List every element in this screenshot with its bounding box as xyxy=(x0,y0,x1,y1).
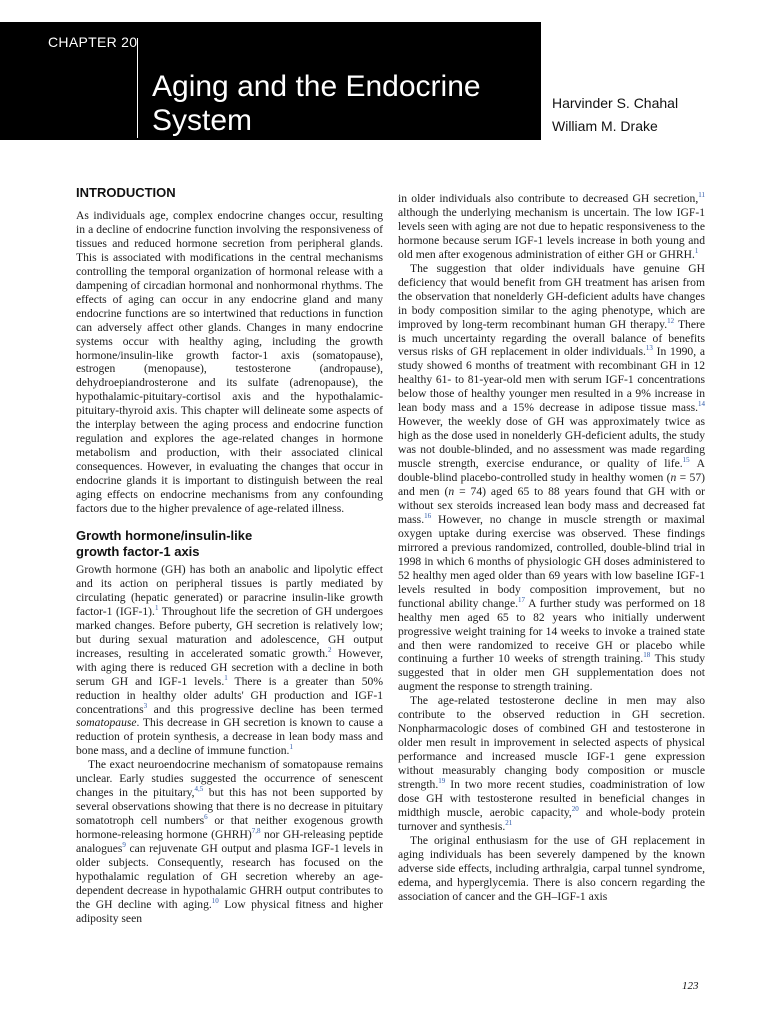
chapter-label: CHAPTER 20 xyxy=(48,34,138,50)
right-column xyxy=(398,192,705,982)
paragraph-text: There is a greater than 50% reduction in healthy older adults' GH production and IGF-1 concentrations xyxy=(76,674,383,716)
paragraph-text: This study suggested that in older men GH supplementation does not augment the response to strength training. xyxy=(398,652,705,694)
paragraph-text: = 74) aged 65 to 88 years found that GH with or without sex steroids increased lean body mass and decreased fat mass. xyxy=(398,485,705,526)
paragraph-text: In two more recent studies, coadministration of low dose GH with testosterone resulted in beneficial changes in midthigh muscle, aerobic capacity, xyxy=(398,778,705,819)
author-name: William M. Drake xyxy=(552,118,658,134)
paragraph-text: In 1990, a study showed 6 months of treatment with recombinant GH in 12 healthy 61- to 81-year-old men with serum IGF-1 concentrations below those of healthy younger men resulted in a 9% increase in lean body mass and a 15% decrease in adipose tissue mass. xyxy=(398,345,705,415)
citation-link[interactable]: 1 xyxy=(224,673,228,682)
paragraph-text: but this has not been supported by several observations showing that there is no decrease in pituitary somatotroph cell numbers xyxy=(76,786,383,828)
paragraph-text: However, with aging there is reduced GH secretion with a decline in both serum GH and IGF-1 levels. xyxy=(76,646,383,688)
italic-variable: n xyxy=(670,471,677,485)
paragraph-text: A double-blind placebo-controlled study in healthy women ( xyxy=(398,457,705,485)
body-paragraph xyxy=(76,563,383,758)
chapter-title xyxy=(152,70,481,138)
citation-link[interactable]: 18 xyxy=(643,651,651,660)
author-list xyxy=(552,92,678,138)
paragraph-text: The suggestion that older individuals have genuine GH deficiency that would benefit from GH treatment has arisen from the observation that nonelderly GH-deficient adults have changes in body composition similar to the aging phenotype, which are improved by long-term recombinant human GH therapy. xyxy=(398,261,705,331)
paragraph-text: in older individuals also contribute to decreased GH secretion, xyxy=(398,192,699,205)
paragraph-text: . This decrease in GH secretion is known to cause a reduction of protein synthesis, a decrease in lean body mass and bone mass, and a decline of immune function. xyxy=(76,716,383,758)
paragraph-text: Throughout life the secretion of GH undergoes marked changes. Before puberty, GH secretion is relatively low; but during sexual maturation and adolescence, GH output increases, resulting in accelerated somatic growth. xyxy=(76,604,383,660)
citation-link[interactable]: 21 xyxy=(505,819,513,828)
citation-link[interactable]: 3 xyxy=(143,701,148,710)
body-paragraph xyxy=(76,758,383,925)
citation-link[interactable]: 15 xyxy=(682,456,690,465)
chapter-title-line-2: System xyxy=(152,104,253,137)
paragraph-text: and whole-body protein turnover and synthesis. xyxy=(398,805,705,833)
paragraph-text: Growth hormone (GH) has both an anabolic and lipolytic effect and its action on peripheral tissues is partly mediated by circulating (hepatic generated) or paracrine insulin-like growth factor-1 (IGF-1). xyxy=(76,562,383,618)
citation-link[interactable]: 1 xyxy=(694,246,699,255)
paragraph-text: or that neither exogenous growth hormone-releasing hormone (GHRH) xyxy=(76,814,383,842)
paragraph-text: and this progressive decline has been termed xyxy=(147,702,383,716)
body-paragraph xyxy=(398,694,705,834)
paragraph-text: There is much uncertainty regarding the overall balance of benefits versus risks of GH replacement in older individuals. xyxy=(398,317,705,359)
body-paragraph xyxy=(398,834,705,904)
author-name: Harvinder S. Chahal xyxy=(552,95,679,111)
italic-term: somatopause xyxy=(76,716,137,730)
paragraph-text: A further study was performed on 18 healthy men aged 65 to 82 years who initially underwent progressive weight training for 14 weeks to invoke a trained state and then were randomized to receive GH or placebo while continuing a further 10 weeks of strength training. xyxy=(398,596,705,666)
citation-link[interactable]: 12 xyxy=(667,316,675,325)
intro-paragraph: As individuals age, complex endocrine changes occur, resulting in a decline of endocrine function involving the responsiveness of tissues and reduced hormone secretion from peripheral glands. This is associated with modifications in the central mechanisms controlling the temporal organization of hormonal release with a dampening of circadian hormonal and nonhormonal rhythms. The effects of aging can occur in any endocrine gland and many endocrine functions are so intertwined that reductions in function can adversely affect other glands. Changes in many endocrine systems occur with healthy aging, including the growth hormone/insulin-like growth factor-1 axis (somatopause), estrogen (menopause), testosterone (andropause), dehydroepiandrosterone and its sulfate (adrenopause), the hypothalamic-pituitary-cortisol axis and the hypothalamic-pituitary-thyroid axis. This chapter will delineate some aspects of the interplay between the aging process and endocrine function regulation and explores the age-related changes in hormone metabolism and production, with their associated clinical consequences. However, in evaluating the changes that occur in endocrine glands it is important to distinguish between the real aging effects on endocrine mechanisms from any confounding factors due to the higher prevalence of age-related illness. xyxy=(76,209,383,516)
paragraph-text: However, the weekly dose of GH was approximately twice as high as the dose used in nonelderly GH-deficient adults, the study was not double-blinded, and no assessment was made regarding muscle strength, exercise endurance, or quality of life. xyxy=(398,415,705,471)
citation-link[interactable]: 16 xyxy=(424,512,432,521)
paragraph-text: The exact neuroendocrine mechanism of somatopause remains unclear. Early studies suggested the occurrence of senescent changes in the pituitary, xyxy=(76,758,383,800)
citation-link[interactable]: 4,5 xyxy=(194,785,204,794)
subsection-heading-line-1: Growth hormone/insulin-like xyxy=(76,527,253,543)
paragraph-text: However, no change in muscle strength or maximal oxygen uptake during exercise was observed. These findings mirrored a previous randomized, controlled, double-blind trial in 1998 in which 6 months of physiologic GH doses administered to 52 healthy men aged older than 69 years with low baseline IGF-1 levels resulted in body composition improvement, but no functional ability change. xyxy=(398,512,705,610)
paragraph-text: nor GH-releasing peptide analogues xyxy=(76,828,383,856)
paragraph-text: The original enthusiasm for the use of GH replacement in aging individuals has been severely dampened by the known adverse side effects, including arthralgia, carpal tunnel syndrome, edema, and hyperglycemia. There is also concern regarding the association of cancer and the GH–IGF-1 axis xyxy=(398,833,705,903)
subsection-heading-gh-igf1 xyxy=(76,528,383,560)
citation-link[interactable]: 13 xyxy=(645,344,653,353)
citation-link[interactable]: 1 xyxy=(289,743,293,752)
citation-link[interactable]: 11 xyxy=(698,192,705,200)
body-paragraph xyxy=(398,192,705,262)
subsection-heading-line-2: growth factor-1 axis xyxy=(76,543,200,559)
header-divider xyxy=(137,38,138,138)
paragraph-text: can rejuvenate GH output and plasma IGF-1 levels in older subjects. Consequently, research has focused on the hypothalamic regulation of GH secretion whereby an age-dependent decrease in hypothalamic GHRH output contributes to the GH decline with aging. xyxy=(76,842,383,911)
citation-link[interactable]: 14 xyxy=(698,400,705,409)
left-column xyxy=(76,185,383,975)
paragraph-text: Low physical fitness and higher adiposity seen xyxy=(76,897,383,925)
body-paragraph xyxy=(398,262,705,695)
citation-link[interactable]: 2 xyxy=(327,645,332,654)
citation-link[interactable]: 9 xyxy=(122,841,126,850)
paragraph-text: = 57) and men ( xyxy=(398,471,705,499)
citation-link[interactable]: 6 xyxy=(204,813,208,822)
citation-link[interactable]: 7,8 xyxy=(251,827,261,836)
page-number: 123 xyxy=(682,980,699,992)
italic-variable: n xyxy=(448,485,455,499)
citation-link[interactable]: 19 xyxy=(438,777,446,786)
paragraph-text: The age-related testosterone decline in men may also contribute to the observed reduction in GH secretion. Nonpharmacologic doses of combined GH and testosterone in older men result in improvement in selected aspects of physical performance and increased muscle IGF-1 gene expression without measurably changing body composition or muscle strength. xyxy=(398,694,705,792)
paragraph-text: although the underlying mechanism is uncertain. The low IGF-1 levels seen with aging are not due to hepatic responsiveness to the hormone because serum IGF-1 levels increase in both young and old men after exogenous administration of either GH or GHRH. xyxy=(398,205,705,261)
section-heading-introduction: INTRODUCTION xyxy=(76,185,176,200)
citation-link[interactable]: 1 xyxy=(154,603,159,612)
citation-link[interactable]: 20 xyxy=(571,805,579,814)
citation-link[interactable]: 10 xyxy=(211,896,219,905)
citation-link[interactable]: 17 xyxy=(518,595,525,604)
chapter-title-line-1: Aging and the Endocrine xyxy=(152,70,481,103)
